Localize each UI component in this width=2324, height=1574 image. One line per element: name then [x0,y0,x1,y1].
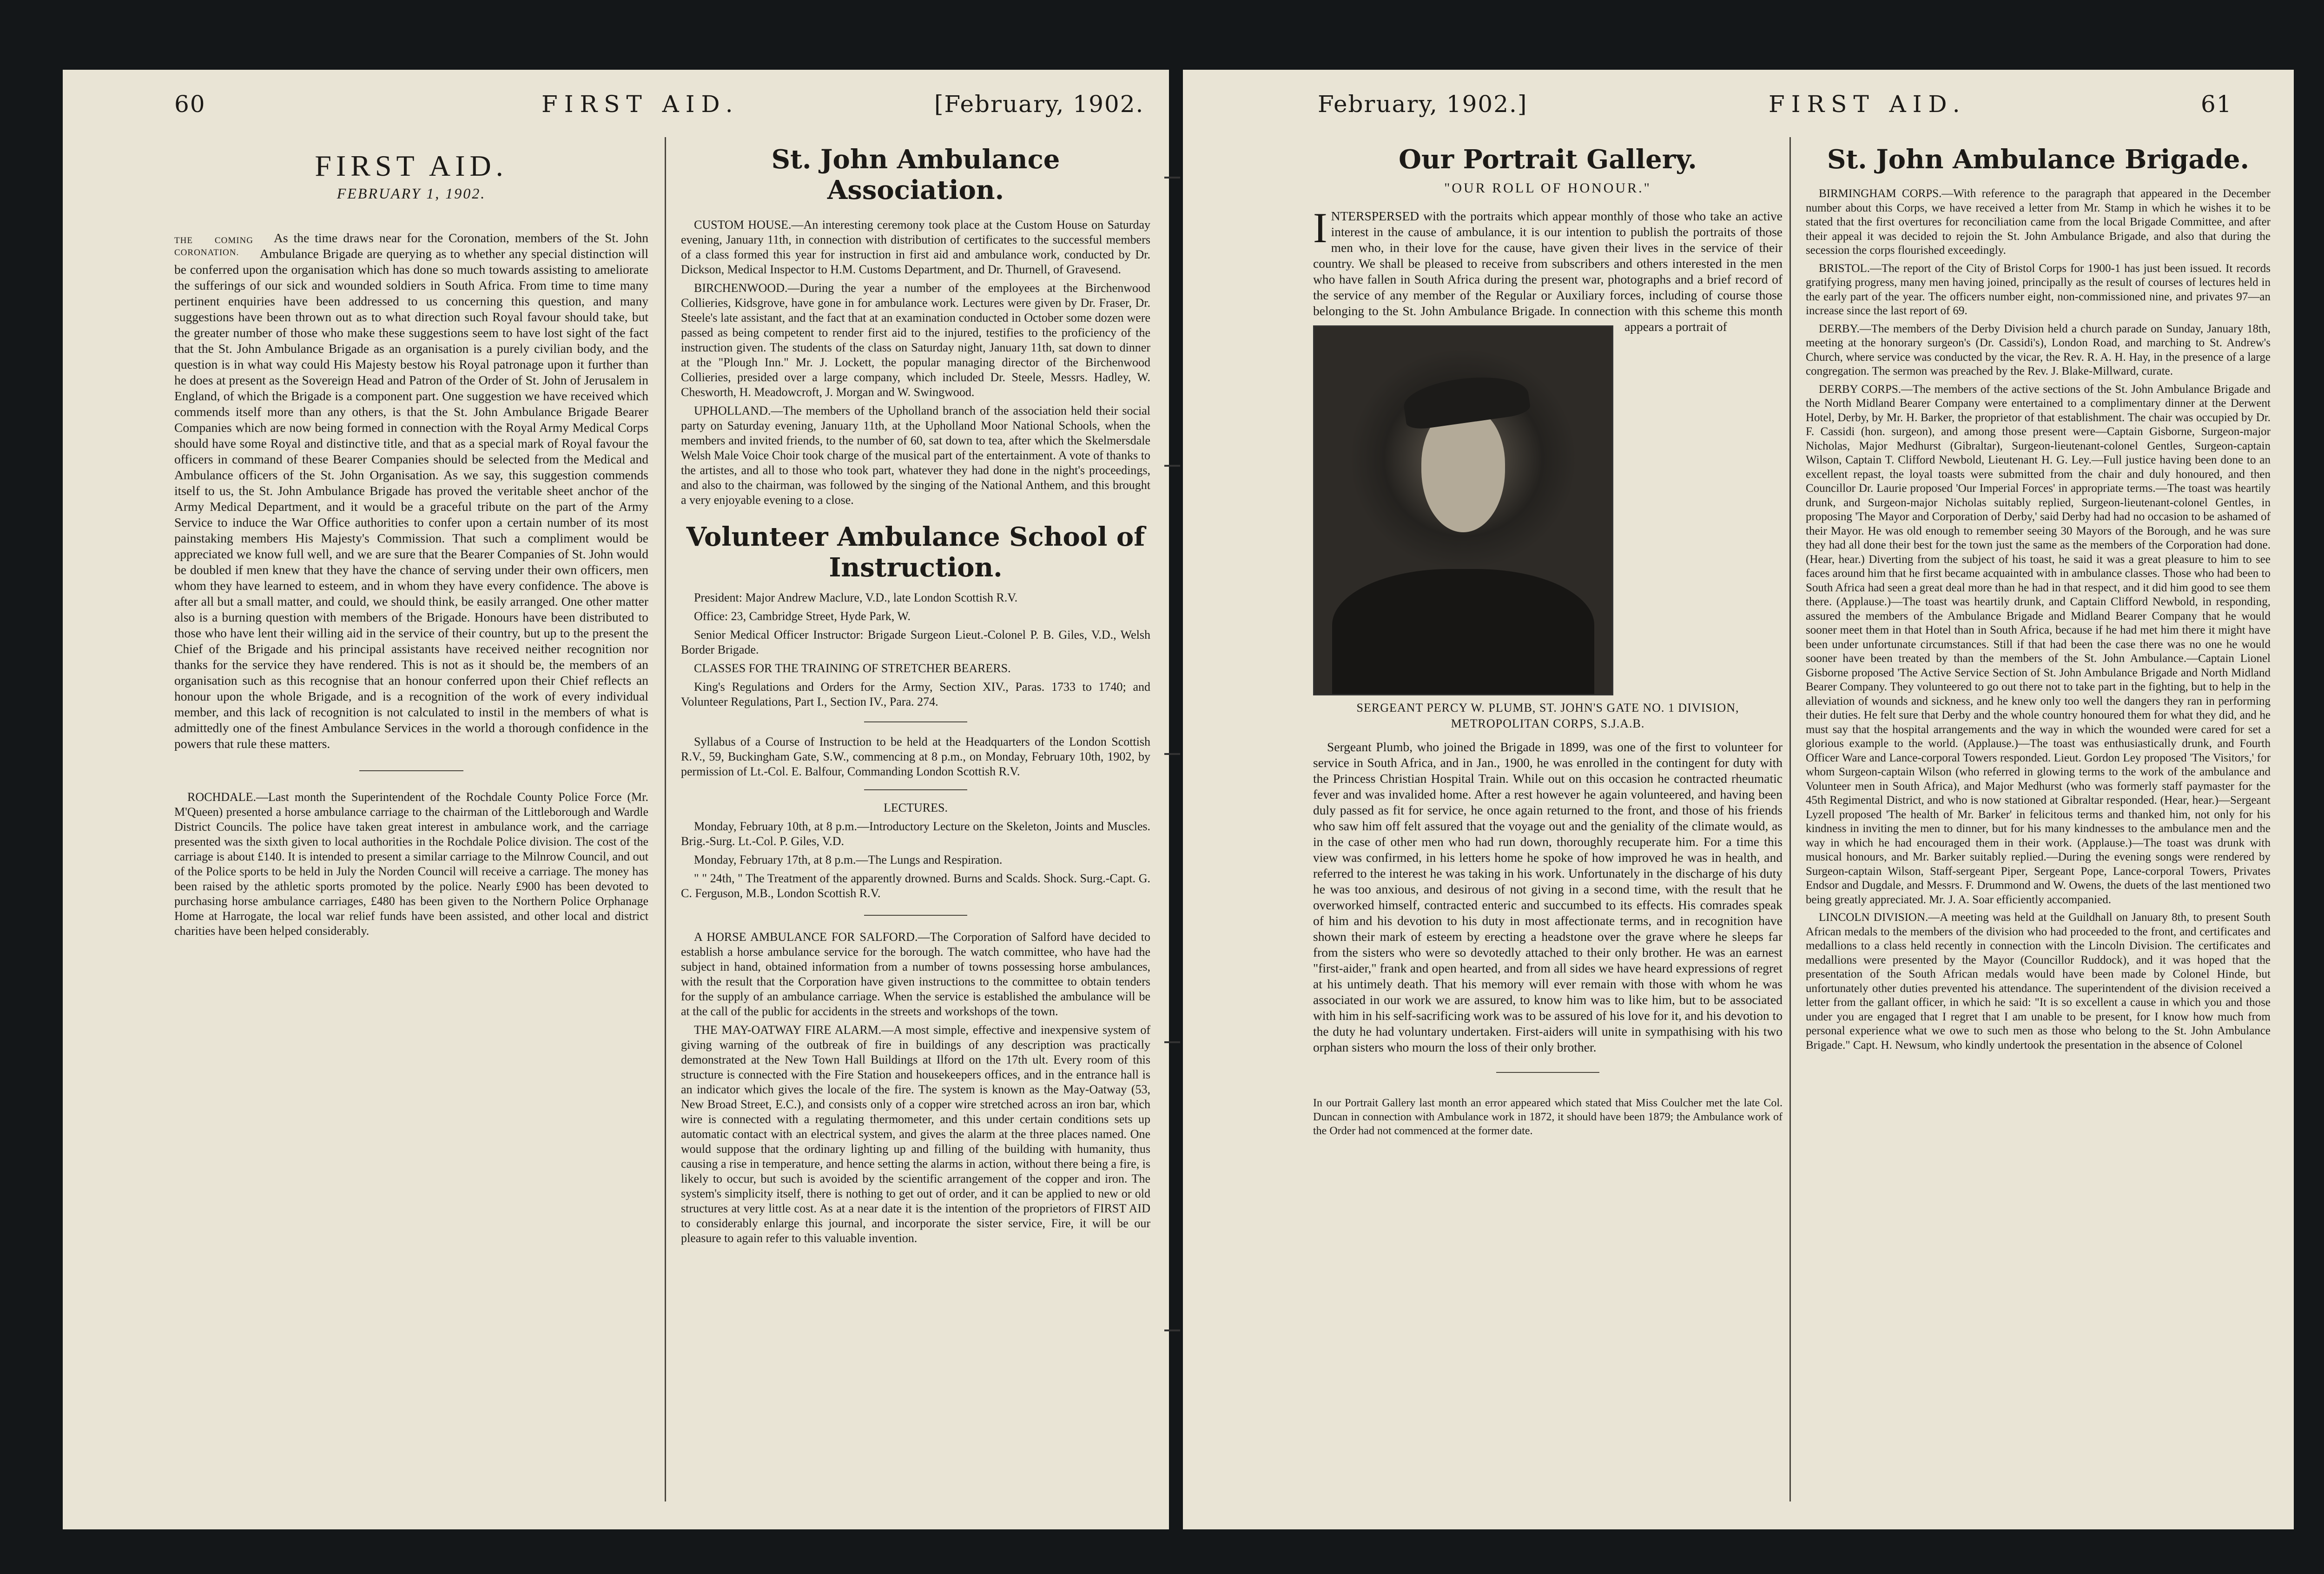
brigade-column [1806,135,2271,1511]
association-column [681,135,1150,1511]
gutter-mark [1164,177,1180,179]
fire-alarm-paragraph: THE MAY-OATWAY FIRE ALARM.—A most simple, effective and inexpensive system of giving warning of the outbreak of fire in buildings of any description was practically demonstrated at the New Town Hall Buildings at Ilford on the 17th ult. Every room of this structure is connected with the Fire Station and housekeepers offices, and in the entrance hall is an indicator which gives the locale of the fire. The system is known as the May-Oatway (53, New Broad Street, E.C.), and consists only of a copper wire stretched across an iron bar, which wire is connected with a regulating thermometer, and this under certain conditions sets up automatic contact with an electrical system, and gives the alarm at the three places named. One would suppose that the ordinary lighting up and filling of the building with humanity, thus causing a rise in temperature, and hence setting the alarms in action, without there being a fire, is likely to occur, but such is avoided by the scientific arrangement of the copper and iron. The system's simplicity itself, there is nothing to get out of order, and it can be applied to new or old structures at very little cost. As at a near date it is the intention of the proprietors of FIRST AID to considerably enlarge this journal, and incorporate the sister service, Fire, it will be our pleasure to again refer to this valuable invention. [681,1023,1150,1245]
divider [864,789,967,790]
editorial-date: FEBRUARY 1, 1902. [337,185,486,202]
sergeant-portrait-photo [1313,325,1613,695]
lecture-item: Monday, February 10th, at 8 p.m.—Introductory Lecture on the Skeleton, Joints and Muscles. Brig.-Surg. Lt.-Col. P. Giles, V.D. [681,820,1150,848]
divider [359,770,463,771]
gallery-column [1313,135,1783,1511]
running-title-left: FIRST AID. [541,91,739,118]
birchenwood-paragraph: BIRCHENWOOD.—During the year a number of the employees at the Birchenwood Collieries, Kidsgrove, have gone in for ambulance work. Lectures were given by Dr. Fraser, Dr. Steele's late assistant, and the fact that at an examination conducted in October some dozen were passed as being competent to render first aid to the injured, testifies to the proficiency of the instruction given. The students of the class on Saturday night, January 11th, sat down to dinner at the "Plough Inn." Mr. J. Lockett, the popular managing director of the Birchenwood Collieries, presided over a large company, which included Dr. Steele, Messrs. Hadley, W. Chesworth, H. Meadowcroft, J. Morgan and W. Swingwood. [681,281,1150,399]
volunteer-heading-line2: Instruction. [829,552,1003,583]
column-rule [1789,137,1791,1501]
birmingham-paragraph: BIRMINGHAM CORPS.—With reference to the paragraph that appeared in the December number about this Corps, we have received a letter from Mr. Stamp in which he wishes it to be stated that the first overtures for reconciliation came from the local Brigade Committee, and after their appeal it was decided to rejoin the St. John Ambulance Brigade, and also that during the secession the corps flourished exceedingly. [1806,187,2271,257]
gallery-heading: Our Portrait Gallery. [1399,144,1697,175]
portrait-caption-line2: METROPOLITAN CORPS, S.J.A.B. [1451,717,1645,730]
running-date-left: [February, 1902. [934,91,1144,118]
column-rule [665,137,666,1501]
editorial-paragraph: As the time draws near for the Coronation, members of the St. John Ambulance Brigade are querying as to whether any special distinction will be conferred upon the organisation which has done so much towards assisting to ameliorate the sufferings of our sick and wounded soldiers in South Africa. From time to time many pertinent enquiries have been addressed to us concerning this question, and many suggestions have been thrown out as to what direction such Royal favour should take, but the greater number of those who make these suggestions seem to have lost sight of the fact that the St. John Ambulance Brigade as an organisation is a purely civilian body, and the question is in what way could His Majesty bestow his Royal patronage upon it further than he does at present as the Sovereign Head and Patron of the Order of St. John of Jerusalem in England, of which the Brigade is a component part. One suggestion we have received which commends itself more than any others, is that the St. John Ambulance Brigade Bearer Companies which are now being formed in connection with the Royal Army Medical Corps should have some Royal and distinctive title, and that as a special mark of Royal favour the officers in command of these Bearer Companies should be selected from the Medical and Ambulance officers of the St. John Organisation. As we say, this suggestion commends itself to us, the St. John Ambulance Brigade has proved the veritable sheet anchor of the Army Medical Department, and it would be a graceful tribute on the part of the Army Service to induce the War Office authorities to confer upon a certain number of its most painstaking members His Majesty's Commission. That such a compliment would be appreciated we know full well, and we are sure that the Bearer Companies of St. John would be doubled if men knew that they have the chance of serving under their own officers, men whom they have learned to esteem, and in whom they have every confidence. The above is after all but a small matter, and could, we should think, be easily arranged. One other matter also is a burning question with members of the Brigade. Honours have been distributed to those who have lent their willing aid in the service of their country, but up to the present the Chief of the Brigade and his principal assistants have received neither recognition nor thanks for the service they have rendered. This is not as it should be, the members of an organisation such as this recognise that an honour conferred upon their Chief reflects an honour upon the whole Brigade, and is a recognition of the work of every individual member, and this lack of recognition is not calculated to instil in the members of what is admittedly one of the finest Ambulance Services in the world a thorough confidence in the powers that rule these matters. [174,231,648,751]
divider [1496,1072,1599,1073]
brigade-heading: St. John Ambulance Brigade. [1827,144,2249,175]
bristol-paragraph: BRISTOL.—The report of the City of Bristol Corps for 1900-1 has just been issued. It records gratifying progress, many men having joined, principally as the result of courses of lectures held in the early part of the year. The officers number eight, non-commissioned nine, and privates 97—an increase since the last report of 69. [1806,262,2271,317]
page-number-left: 60 [174,91,206,118]
lectures-heading: LECTURES. [884,801,948,814]
running-title-right: FIRST AID. [1769,91,1967,118]
volunteer-president: President: Major Andrew Maclure, V.D., late London Scottish R.V. [694,591,1018,604]
gallery-story: Sergeant Plumb, who joined the Brigade in 1899, was one of the first to volunteer for service in South Africa, and in Jan., 1900, he was enrolled in the contingent for duty with the Princess Christian Hospital Train. While out on this occasion he contracted rheumatic fever and was invalided home. After a rest however he again volunteered, and having been duly passed as fit for service, he once again returned to the front, and those of his friends who saw him off felt assured that the voyage out and the geniality of the climate would, as in the case of other men who had run down, thoroughly recuperate him. For a time this view was confirmed, in his letters home he spoke of how improved he was in health, and referred to the interest he was taking in his work. Unfortunately in the discharge of his duty he was too anxious, and desirous of not giving in a second time, with the result that he overworked himself, contracted enteric and succumbed to its effects. His comrades speak of him and his devotion to his duty in most affectionate terms, and in recognition have shown their mark of esteem by erecting a headstone over the grave where he sleeps far from the sisters who were so devotedly attached to their only brother. He was an earnest "first-aider," frank and open hearted, and from all sides we have heard expressions of regret at his untimely death. That his memory will ever remain with those with whom he was associated in our work we are assured, to know him was to like him, but to be associated with him in his self-sacrificing work was to be assured of his love for it, and his devotion to the duty he had voluntary undertaken. First-aiders will unite in sympathising with his two orphan sisters who mourn the loss of their only brother. [1313,740,1783,1054]
divider [864,721,967,722]
gallery-intro: NTERSPERSED with the portraits which appear monthly of those who take an active interest in the cause of ambulance, it is our intention to publish the portraits of those men who, in their love for the cause, have given their lives in the service of their country. We shall be pleased to receive from subscribers and others interested in the men who have fallen in South Africa during the present war, photographs and a brief record of the service of any member of the Regular or Auxiliary forces, including of course those belonging to the St. John Ambulance Brigade. In connection with this scheme this month appears a portrait of [1313,209,1783,334]
salford-paragraph: A HORSE AMBULANCE FOR SALFORD.—The Corporation of Salford have decided to establish a horse ambulance service for the borough. The watch committee, who have had the subject in hand, obtained information from a number of towns possessing horse ambulances, with the result that the Corporation have given instructions to the committee to obtain tenders for the supply of an ambulance carriage. When the service is established the ambulance will be at the call of the public for accidents in the streets and workshops of the town. [681,930,1150,1018]
gutter-mark [1164,1329,1180,1331]
right-page [1183,70,2294,1529]
association-heading: St. John Ambulance Association. [771,144,1060,205]
gallery-subheading: "OUR ROLL OF HONOUR." [1444,180,1651,196]
running-date-right: February, 1902.] [1318,91,1528,118]
drop-cap: I [1313,204,1327,251]
gutter-mark [1164,465,1180,467]
left-running-head [63,91,1169,128]
divider [864,915,967,916]
right-running-head [1183,91,2294,128]
volunteer-heading-line1: Volunteer Ambulance School of [686,522,1145,552]
gutter-mark [1164,1041,1180,1043]
lecture-item: Monday, February 17th, at 8 p.m.—The Lungs and Respiration. [694,853,1003,866]
editorial-column [174,135,648,1511]
left-page [63,70,1169,1529]
lincoln-paragraph: LINCOLN DIVISION.—A meeting was held at the Guildhall on January 8th, to present South African medals to the members of the division who had proceeded to the front, and certificates and medallions to a class held recently in connection with the Lincoln Division. The certificates and medallions were presented by the Mayor (Councillor Ruddock), and it was hoped that the presentation of the South African medals would have been made by Colonel Hinde, but unfortunately other duties prevented his attendance. The superintendent of the division received a letter from the gallant officer, in which he said: "It is so excellent a cause in which you and those under you are engaged that I regret that I am unable to be present, for I know how much from personal experience what we owe to such men as those who belong to the St. John Ambulance Brigade." Capt. H. Newsum, who kindly undertook the presentation in the absence of Colonel [1806,911,2271,1052]
rochdale-paragraph: ROCHDALE.—Last month the Superintendent of the Rochdale County Police Force (Mr. M'Queen) presented a horse ambulance carriage to the chairman of the Littleborough and Wardle District Councils. The police have taken great interest in ambulance work, and the carriage presented was the sixth given to local authorities in the Rochdale Police division. The cost of the carriage is about £140. It is intended to present a similar carriage to the Milnrow Council, and out of the Police sports to be held in July the Norden Council will receive a carriage. The money has been raised by the athletic sports promoted by the police. Nearly £900 has been devoted to purchasing horse ambulance carriages, £480 has been given to the Northern Police Orphanage Home at Harrogate, the local war relief funds have been assisted, and other local and district charities have been helped considerably. [174,790,648,938]
portrait-caption-line1: SERGEANT PERCY W. PLUMB, ST. JOHN'S GATE NO. 1 DIVISION, [1356,701,1739,714]
volunteer-syllabus: Syllabus of a Course of Instruction to be held at the Headquarters of the London Scottish R.V., 59, Buckingham Gate, S.W., commencing at 8 p.m., on Monday, February 10th, 1902, by permission of Lt.-Col. E. Balfour, Commanding London Scottish R.V. [681,735,1150,778]
editorial-title: FIRST AID. [315,149,508,182]
volunteer-classes: CLASSES FOR THE TRAINING OF STRETCHER BEARERS. [694,661,1011,675]
derby-division-paragraph: DERBY.—The members of the Derby Division held a church parade on Sunday, January 18th, meeting at the honorary surgeon's (Dr. Cassidi's), London Road, and marching to St. Andrew's Church, where service was conducted by the vicar, the Rev. R. A. H. Hay, in the presence of a large congregation. The sermon was preached by the Rev. J. Blake-Millward, curate. [1806,322,2271,377]
lecture-item: " " 24th, " The Treatment of the apparently drowned. Burns and Scalds. Shock. Surg.-Capt. G. C. Ferguson, M.B., London Scottish R.V. [681,872,1150,900]
page-number-right: 61 [2201,91,2232,118]
volunteer-senior-officer: Senior Medical Officer Instructor: Brigade Surgeon Lieut.-Colonel P. B. Giles, V.D., Welsh Border Brigade. [681,628,1150,656]
custom-house-paragraph: CUSTOM HOUSE.—An interesting ceremony took place at the Custom House on Saturday evening, January 11th, in connection with distribution of certificates to the successful members of a class formed this year for instruction in first aid and ambulance work, conducted by Dr. Dickson, Medical Inspector to H.M. Customs Department, and Dr. Thurnell, of Gravesend. [681,218,1150,276]
upholland-paragraph: UPHOLLAND.—The members of the Upholland branch of the association held their social party on Saturday evening, January 11th, at the Upholland Moor National Schools, when the members and invited friends, to the number of 60, sat down to tea, after which the Skelmersdale Welsh Male Voice Choir took charge of the musical part of the entertainment. A vote of thanks to the artistes, and all to those who took part, whatever they had done in the night's proceedings, and also to the chairman, was followed by the singing of the National Anthem, and this brought a very enjoyable evening to a close. [681,404,1150,507]
gallery-correction-note: In our Portrait Gallery last month an error appeared which stated that Miss Coulcher met the late Col. Duncan in connection with Ambulance work in 1872, it should have been 1879; the Ambulance work of the Order had not commenced at the former date. [1313,1097,1783,1137]
volunteer-office: Office: 23, Cambridge Street, Hyde Park, W. [694,609,911,623]
derby-corps-paragraph: DERBY CORPS.—The members of the active sections of the St. John Ambulance Brigade and the North Midland Bearer Company were entertained to a complimentary dinner at the Derwent Hotel, Derby, by Mr. H. Barker, the proprietor of that establishment. The chair was occupied by Dr. F. Cassidi (hon. surgeon), and among those present were—Captain Gisborne, Surgeon-major Nicholas, Major Medhurst (Gibraltar), Surgeon-lieutenant-colonel Gentles, Surgeon-captain Wilson, Captain T. Clifford Newbold, Lieutenant H. G. Ley.—Full justice having been done to an excellent repast, the loyal toasts were submitted from the chair and duly honoured, and then Councillor Dr. Laurie proposed 'Our Imperial Forces' in appropriate terms.—The toast was heartily drunk, and Surgeon-major Nicholas suitably replied, Surgeon-lieutenant-colonel Gentles, in proposing 'The Mayor and Corporation of Derby,' said Derby had had no occasion to be ashamed of their Mayor. He was old enough to remember seeing 30 Mayors of the Borough, and he was sure they had all done their best for the town just the same as the members of the Corporation had done. (Hear, hear.) Diverting from the subject of his toast, he said it was a great pleasure to him to see faces around him that he first became acquainted with in ambulance classes. Those who had been to South Africa had seen a great deal more than he had in that respect, and it did him good to see them there. (Applause.)—The toast was heartily drunk, and Captain Clifford Newbold, in responding, assured the members of the Ambulance Brigade and Midland Bearer Company that he would sooner meet them in that Hotel than in South Africa, because if he had met him there it might have been under unfortunate circumstances. Still if that had been the case there was no one he would sooner have been treated by than the members of the St. John Ambulance.—Captain Lionel Gisborne proposed 'The Active Service Section of St. John Ambulance Brigade and North Midland Bearer Company. They volunteered to go out there not to take part in the fighting, but to help in the alleviation of wounds and sickness, and he knew only too well the dangers they ran in performing their duties. He felt sure that Derby and the whole country honoured them for what they did, and he must say that the hospital arrangements and the way in which the wounded were cared for set a glorious example to the world. (Applause.)—The toast was enthusiastically drunk, and Fourth Officer Ware and Lance-corporal Towers responded. Lieut. Gordon Ley proposed 'The Visitors,' for whom Surgeon-captain Wilson (who referred in glowing terms to the work of the ambulance and Volunteer men in South Africa), and Major Medhurst (who was formerly staff paymaster for the 45th Regimental District, and who is now stationed at Gibraltar responded. (Hear, hear.)—Sergeant Lyzell proposed 'The health of Mr. Barker' in felicitous terms and thanked him, not only for his kindness in inviting the men to dinner, but for his many kindnesses to the ambulance men and the way in which he had encouraged them in their work. (Applause.)—The toast was drunk with musical honours, and Mr. Barker suitably replied.—During the evening songs were rendered by Surgeon-captain Wilson, Staff-sergeant Piper, Sergeant Pope, Lance-corporal Towers, Privates Endsor and Dugdale, and Messrs. F. Drummond and W. Owens, the duets of the last mentioned two being greatly appreciated. Mr. J. A. Soar efficiently accompanied. [1806,383,2271,906]
volunteer-regulations: King's Regulations and Orders for the Army, Section XIV., Paras. 1733 to 1740; and Volunteer Regulations, Part I., Section IV., Para. 274. [681,680,1150,708]
gutter-mark [1164,753,1180,755]
side-heading-coronation: THE COMING CORONATION. [174,236,253,258]
